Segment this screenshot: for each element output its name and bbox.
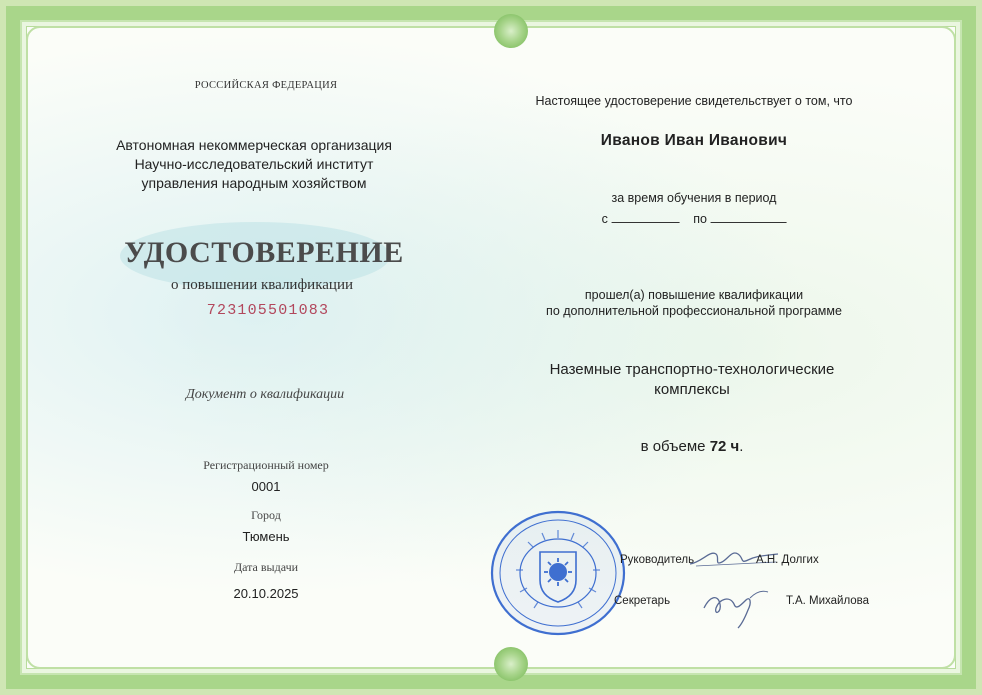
signature-secretary-icon (700, 582, 772, 630)
registration-number-label: Регистрационный номер (203, 458, 329, 472)
period-to-blank (710, 212, 786, 223)
holder-name: Иванов Иван Иванович (600, 132, 788, 149)
serial-number: 723105501083 (206, 302, 330, 319)
organization-line: Научно-исследовательский институт (134, 156, 374, 172)
qualification-statement (546, 287, 842, 319)
organization-seal-icon (488, 508, 628, 638)
signature-name-head: А.Н. Долгих (756, 554, 819, 566)
volume-prefix: в объеме (640, 438, 706, 455)
city-label: Город (251, 508, 281, 522)
period-to-label: по (693, 212, 707, 226)
signature-name-secretary: Т.А. Михайлова (786, 595, 870, 607)
program-volume (641, 438, 744, 455)
volume-value: 72 ч (709, 438, 740, 455)
program-name (550, 360, 835, 400)
signature-role-secretary: Секретарь (614, 595, 671, 607)
registration-number-value: 0001 (251, 479, 281, 494)
issue-date-value: 20.10.2025 (233, 586, 299, 601)
signature-role-head: Руководитель (620, 554, 695, 566)
period-from-blank (611, 212, 679, 223)
organization-line: управления народным хозяйством (141, 175, 367, 191)
document-kind: Документ о квалификации (185, 387, 345, 402)
top-rosette-ornament (494, 14, 528, 48)
study-period-text: за время обучения в период (611, 191, 777, 205)
period-from-label: с (601, 212, 608, 226)
document-subtitle: о повышении квалификации (171, 277, 353, 293)
bottom-rosette-ornament (494, 647, 528, 681)
certificate-intro: Настоящее удостоверение свидетельствует о том, что (535, 94, 853, 108)
study-period-dates (602, 212, 787, 226)
qualification-line: по дополнительной профессиональной программе (546, 304, 842, 318)
program-line: Наземные транспортно-технологические (549, 361, 835, 378)
organization-line: Автономная некоммерческая организация (116, 137, 392, 153)
city-value: Тюмень (242, 529, 290, 544)
country-heading: РОССИЙСКАЯ ФЕДЕРАЦИЯ (194, 80, 338, 91)
document-title: УДОСТОВЕРЕНИЕ (124, 236, 404, 269)
organization-name (116, 136, 392, 193)
volume-suffix: . (739, 438, 744, 455)
issue-date-label: Дата выдачи (233, 560, 299, 574)
qualification-line: прошел(а) повышение квалификации (584, 288, 804, 302)
program-line: комплексы (654, 381, 730, 398)
